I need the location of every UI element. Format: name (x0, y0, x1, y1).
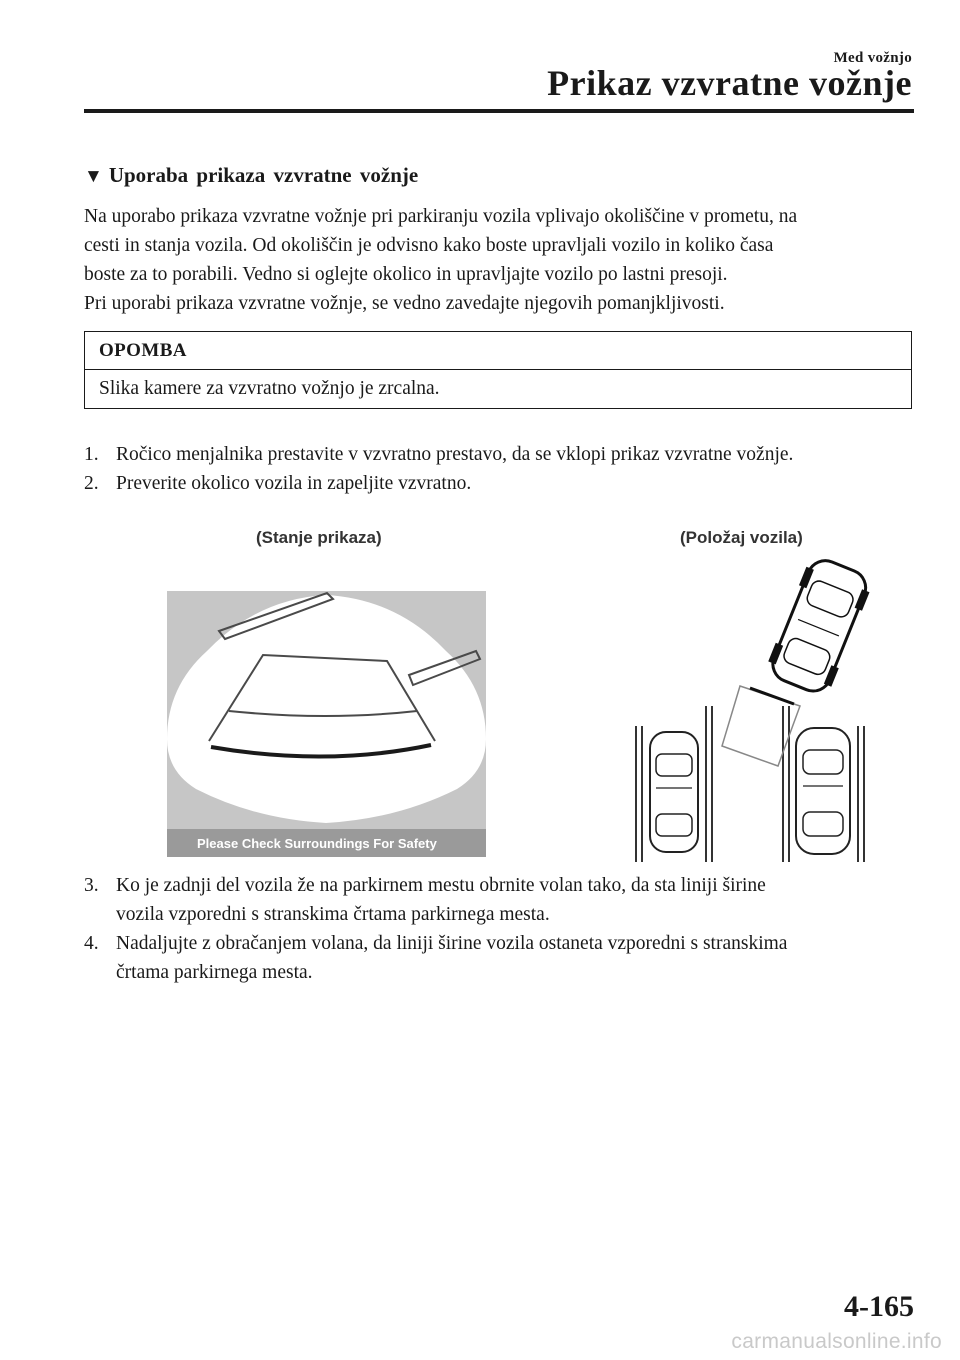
step-text: Preverite okolico vozila in zapeljite vzvratno. (116, 473, 472, 494)
step-text: Ko je zadnji del vozila že na parkirnem mestu obrnite volan tako, da sta liniji širine (116, 875, 766, 896)
parked-car-left (650, 732, 698, 852)
parked-car-right (796, 728, 850, 854)
page-title: Prikaz vzvratne vožnje (547, 63, 912, 103)
step-text: črtama parkirnega mesta. (116, 962, 313, 983)
subsection-heading (84, 163, 418, 188)
step-number: 3. (84, 875, 99, 896)
rear-camera-display-illustration (167, 591, 486, 857)
projected-bumper-line (750, 688, 794, 704)
header-divider (84, 109, 914, 113)
intro-line: Na uporabo prikaza vzvratne vožnje pri parkiranju vozila vplivajo okoliščine v prometu, na (84, 206, 798, 227)
step-text: Ročico menjalnika prestavite v vzvratno prestavo, da se vklopi prikaz vzvratne vožnje. (116, 444, 794, 465)
step-text: Nadaljujte z obračanjem volana, da liniji širine vozila ostaneta vzporedni s stranskima (116, 933, 788, 954)
list-item (84, 440, 924, 469)
subsection-heading-text: Uporaba prikaza vzvratne vožnje (108, 163, 419, 187)
note-box (84, 331, 912, 409)
intro-line: cesti in stanja vozila. Od okoliščin je odvisno kako boste upravljali vozilo in koliko časa (84, 235, 774, 256)
site-watermark: carmanualsonline.info (731, 1330, 942, 1353)
steps-list-second (84, 871, 924, 987)
note-text: Slika kamere za vzvratno vožnjo je zrcalna. (99, 378, 440, 399)
step-number: 1. (84, 444, 99, 465)
section-name: Med vožnjo (833, 50, 912, 66)
reversing-car (764, 556, 870, 698)
warning-message: Please Check Surroundings For Safety (197, 836, 437, 851)
triangle-marker-icon: ▼ (84, 166, 103, 187)
list-item (84, 929, 924, 987)
step-number: 4. (84, 933, 99, 954)
vehicle-position-illustration (630, 556, 870, 862)
intro-line: Pri uporabi prikaza vzvratne vožnje, se vedno zavedajte njegovih pomanjkljivosti. (84, 293, 725, 314)
steps-list-first (84, 440, 924, 498)
intro-line: boste za to porabili. Vedno si oglejte okolico in upravljajte vozilo po lastni presoji. (84, 264, 728, 285)
step-text: vozila vzporedni s stranskima črtama parkirnega mesta. (116, 904, 550, 925)
step-number: 2. (84, 473, 99, 494)
list-item (84, 871, 924, 929)
list-item (84, 469, 924, 498)
page-number: 4-165 (844, 1290, 914, 1323)
note-title: OPOMBA (85, 332, 911, 370)
intro-paragraph (84, 202, 914, 318)
figure-caption-position: (Položaj vozila) (680, 528, 803, 547)
figure-caption-display: (Stanje prikaza) (256, 528, 382, 547)
